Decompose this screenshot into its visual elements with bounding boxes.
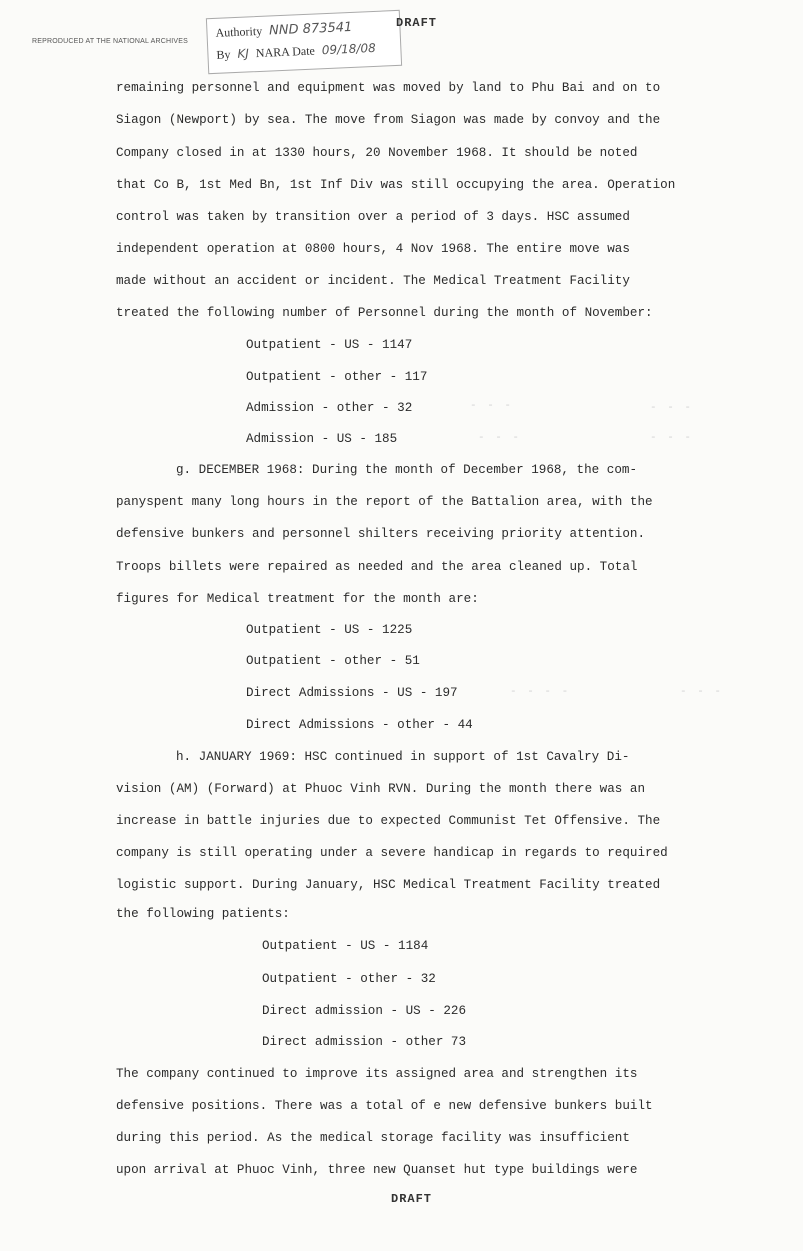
section-h-heading-line: h. JANUARY 1969: HSC continued in support of 1st Cavalry Di- <box>176 750 630 764</box>
january-stat: Outpatient - US - 1184 <box>262 939 429 953</box>
body-line: remaining personnel and equipment was moved by land to Phu Bai and on to <box>116 81 661 95</box>
body-line: control was taken by transition over a period of 3 days. HSC assumed <box>116 210 630 224</box>
faint-bleedthrough: - - - <box>650 432 694 444</box>
body-line: defensive positions. There was a total of e new defensive bunkers built <box>116 1099 653 1113</box>
body-line: Troops billets were repaired as needed and the area cleaned up. Total <box>116 560 638 574</box>
faint-bleedthrough: - - - <box>680 686 724 698</box>
body-line: figures for Medical treatment for the month are: <box>116 592 479 606</box>
body-line: increase in battle injuries due to expected Communist Tet Offensive. The <box>116 814 661 828</box>
november-stat: Outpatient - other - 117 <box>246 370 428 384</box>
body-line: during this period. As the medical storage facility was insufficient <box>116 1131 630 1145</box>
stamp-by-label: By <box>216 47 231 62</box>
november-stat: Admission - US - 185 <box>246 432 398 446</box>
draft-header: DRAFT <box>396 16 438 30</box>
december-stat: Outpatient - US - 1225 <box>246 623 413 637</box>
body-line: treated the following number of Personnel during the month of November: <box>116 306 653 320</box>
archives-reproduction-note: REPRODUCED AT THE NATIONAL ARCHIVES <box>32 38 188 45</box>
faint-bleedthrough: - - - <box>470 400 514 412</box>
stamp-by-value: KJ <box>237 46 250 61</box>
body-line: Siagon (Newport) by sea. The move from Siagon was made by convoy and the <box>116 113 661 127</box>
december-stat: Outpatient - other - 51 <box>246 654 420 668</box>
declassification-stamp <box>206 10 402 74</box>
body-line: the following patients: <box>116 907 290 921</box>
december-stat: Direct Admissions - US - 197 <box>246 686 458 700</box>
january-stat: Direct admission - US - 226 <box>262 1004 467 1018</box>
draft-footer: DRAFT <box>391 1192 433 1206</box>
body-line: vision (AM) (Forward) at Phuoc Vinh RVN. During the month there was an <box>116 782 646 796</box>
november-stat: Outpatient - US - 1147 <box>246 338 413 352</box>
body-line: logistic support. During January, HSC Medical Treatment Facility treated <box>116 878 661 892</box>
body-line: company is still operating under a severe handicap in regards to required <box>116 846 668 860</box>
january-stat: Direct admission - other 73 <box>262 1035 467 1049</box>
body-line: Company closed in at 1330 hours, 20 November 1968. It should be noted <box>116 146 638 160</box>
body-line: upon arrival at Phuoc Vinh, three new Quanset hut type buildings were <box>116 1163 638 1177</box>
body-line: made without an accident or incident. The Medical Treatment Facility <box>116 274 630 288</box>
january-stat: Outpatient - other - 32 <box>262 972 436 986</box>
stamp-date-value: 09/18/08 <box>321 40 376 58</box>
body-line: independent operation at 0800 hours, 4 Nov 1968. The entire move was <box>116 242 630 256</box>
stamp-nara-date-label: NARA Date <box>255 43 316 61</box>
faint-bleedthrough: - - - <box>478 432 522 444</box>
body-line: that Co B, 1st Med Bn, 1st Inf Div was still occupying the area. Operation <box>116 178 676 192</box>
body-line: defensive bunkers and personnel shilters receiving priority attention. <box>116 527 646 541</box>
body-line: panyspent many long hours in the report of the Battalion area, with the <box>116 495 653 509</box>
stamp-authority-value: NND 873541 <box>268 19 353 39</box>
stamp-authority-label: Authority <box>215 23 263 40</box>
faint-bleedthrough: - - - <box>650 402 694 414</box>
faint-bleedthrough: - - - - <box>510 686 571 698</box>
december-stat: Direct Admissions - other - 44 <box>246 718 473 732</box>
section-g-heading-line: g. DECEMBER 1968: During the month of December 1968, the com- <box>176 463 638 477</box>
body-line: The company continued to improve its assigned area and strengthen its <box>116 1067 638 1081</box>
november-stat: Admission - other - 32 <box>246 401 413 415</box>
